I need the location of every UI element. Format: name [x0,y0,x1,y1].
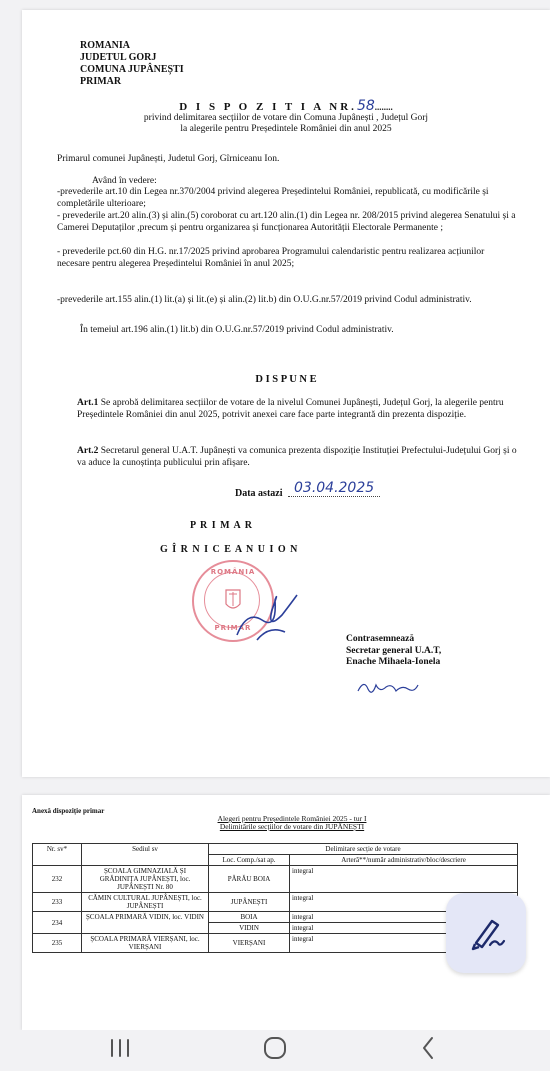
cell-artera: integral [290,912,518,923]
document-subtitle [22,113,550,135]
home-button[interactable] [258,1030,292,1066]
title-number: 58 [356,98,375,114]
cell-artera: integral [290,934,518,953]
article-2-text: Secretarul general U.A.T. Jupânești va comunica prezenta dispoziție Instituției Prefectului-Județului Gorj și o va aduce la cunoștința publicului prin afișare. [77,446,517,468]
stamp-text-bottom: PRIMAR [214,624,252,632]
cell-loc: VIDIN [209,923,290,934]
countersign-block [346,634,546,669]
article-1 [77,398,519,421]
annex-title-line-1: Alegeri pentru Președintele României 2025 - tur I [217,814,367,823]
recent-apps-icon [103,1030,137,1066]
edit-pen-icon [446,893,526,973]
cell-loc: PĂRĂU BOIA [209,866,290,893]
stamp-text-top: ROMÂNIA [210,568,256,576]
back-icon [412,1030,446,1066]
cell-artera: integral [290,923,518,934]
edit-fab-button[interactable] [446,893,526,973]
cell-loc: JUPÂNEȘTI [209,893,290,912]
article-2 [77,446,519,469]
considerente-p1: -prevederile art.10 din Legea nr.370/2004 privind alegerea Președintelui României, republicată, cu modificările și completările ulterioare; [57,187,489,209]
col-header-artera: Arteră**/număr administrativ/bloc/descriere [290,855,518,866]
cell-sediu: ȘCOALA GIMNAZIALĂ ȘI GRĂDINIȚA JUPÂNEȘTI, loc. JUPÂNEȘTI Nr. 80 [82,866,209,893]
table-row [33,866,518,893]
cell-nr: 232 [33,866,82,893]
document-header [80,40,184,88]
article-2-label: Art.2 [77,446,99,456]
annex-title-line-2: Delimitările secțiilor de votare din JUPÂNEȘTI [219,822,365,831]
home-icon [258,1030,292,1066]
considerente-p2: - prevederile art.20 alin.(3) și alin.(5) coroborat cu art.120 alin.(1) din Legea nr. 208/2015 privind alegerea Senatului și a Camerei Deputaților ,precum și pentru organizarea și funcționarea Autorității Electorale Permanente ; [57,211,516,233]
cell-sediu: ȘCOALA PRIMARĂ VIDIN, loc. VIDIN [82,912,209,934]
cell-artera: integral [290,866,518,893]
document-page-1 [22,10,550,777]
mayor-signature-icon [227,580,307,650]
col-header-delimitare: Delimitare secție de votare [209,844,518,855]
countersign-role: Secretar general U.A.T, [346,645,442,656]
cell-loc: BOIA [209,912,290,923]
cell-nr: 234 [33,912,82,934]
annex-label: Anexă dispoziție primar [32,807,105,815]
title-label: D I S P O Z I T I A NR. [179,101,357,113]
subtitle-line-2: la alegerile pentru Președintele României din anul 2025 [180,124,392,134]
header-country: ROMANIA [80,40,130,51]
header-commune: COMUNA JUPÂNEȘTI [80,64,184,75]
article-1-text: Se aprobă delimitarea secțiilor de votare de la nivelul Comunei Jupânești, Județul Gorj, la alegerile pentru Președintele României din anul 2025, potrivit anexei care face parte integrantă din prezenta dispoziție. [77,398,504,420]
secretary-signature-icon [354,675,424,699]
temei-paragraph: În temeiul art.196 alin.(1) lit.b) din O.U.G.nr.57/2019 privind Codul administrativ. [80,325,394,335]
back-button[interactable] [412,1030,446,1066]
considerente-p4: -prevederile art.155 alin.(1) lit.(a) și lit.(e) și alin.(2) lit.b) din O.U.G.nr.57/2019 privind Codul administrativ. [57,295,472,305]
table-row [33,893,518,912]
date-value: 03.04.2025 [288,480,380,497]
subtitle-line-1: privind delimitarea secțiilor de votare din Comuna Jupânești , Județul Gorj [143,113,429,123]
header-county: JUDETUL GORJ [80,52,157,63]
countersign-label: Contrasemnează [346,634,415,644]
date-label: Data astazi [235,488,283,499]
article-1-label: Art.1 [77,398,99,408]
recent-apps-button[interactable] [103,1030,137,1066]
cell-loc: VIERȘANI [209,934,290,953]
cell-sediu: CĂMIN CULTURAL JUPÂNEȘTI, loc. JUPÂNEȘTI [82,893,209,912]
signature-title: P R I M A R [190,520,253,531]
col-header-nr: Nr. sv* [33,844,82,866]
cell-sediu: ȘCOALA PRIMARĂ VIERȘANI, loc. VIERȘANI [82,934,209,953]
table-row [33,934,518,953]
intro-paragraph: Primarul comunei Jupânești, Judetul Gorj, Gîrniceanu Ion. [57,154,280,164]
document-title [22,98,550,114]
system-navigation-bar [0,1030,550,1066]
cell-artera: integral [290,893,518,912]
col-header-sediu: Sediul sv [82,844,209,866]
considerente-heading: Având în vedere: [92,176,157,186]
col-header-loc: Loc. Comp./sat ap. [209,855,290,866]
table-row [33,912,518,923]
dispune-heading: D I S P U N E [255,374,317,385]
countersign-name: Enache Mihaela-Ionela [346,657,441,667]
annex-title [172,815,412,831]
cell-nr: 233 [33,893,82,912]
title-dots: ........ [374,102,393,112]
header-office: PRIMAR [80,76,122,87]
considerente-p3: - prevederile pct.60 din H.G. nr.17/2025 privind aprobarea Programului calendaristic pentru realizarea acțiunilor necesare pentru alegerea Președintelui României în anul 2025; [57,247,485,269]
cell-nr: 235 [33,934,82,953]
signature-name: G Î R N I C E A N U I O N [160,544,299,555]
